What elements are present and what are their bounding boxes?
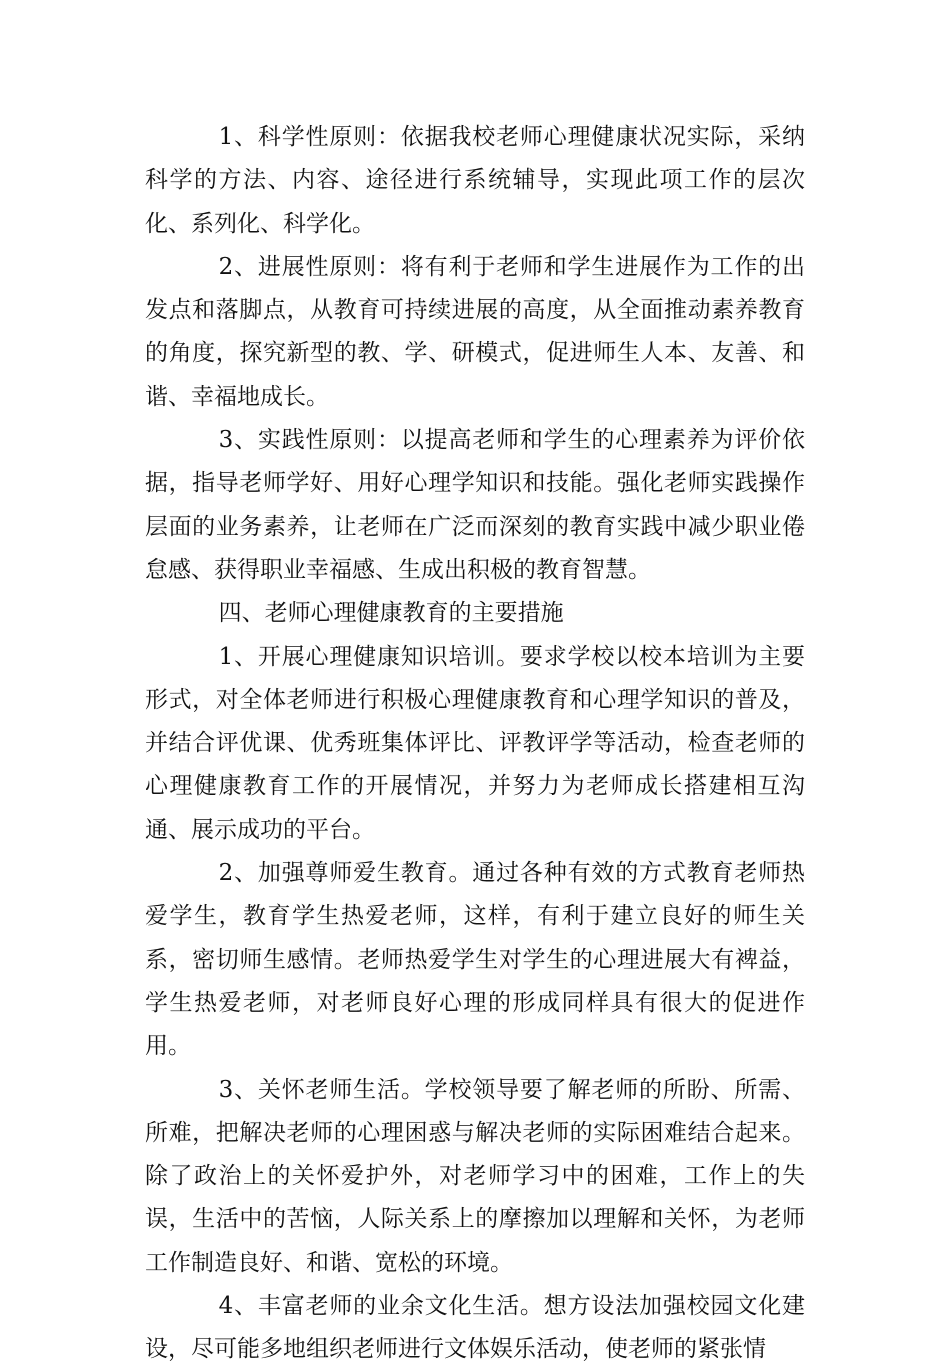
measure-care-paragraph: 3、关怀老师生活。学校领导要了解老师的所盼、所需、所难，把解决老师的心理困惑与解决老师的实际困难结合起来。除了政治上的关怀爱护外，对老师学习中的困难，工作上的失误，生活中的苦恼，人际关系上的摩擦加以理解和关怀，为老师工作制造良好、和谐、宽松的环境。 (145, 1076, 805, 1276)
measure-training-paragraph: 1、开展心理健康知识培训。要求学校以校本培训为主要形式，对全体老师进行积极心理健康教育和心理学知识的普及，并结合评优课、优秀班集体评比、评教评学等活动，检查老师的心理健康教育工作的开展情况，并努力为老师成长搭建相互沟通、展示成功的平台。 (145, 643, 805, 843)
principle-development-paragraph: 2、进展性原则：将有利于老师和学生进展作为工作的出发点和落脚点，从教育可持续进展的高度，从全面推动素养教育的角度，探究新型的教、学、研模式，促进师生人本、友善、和谐、幸福地成长。 (145, 253, 805, 410)
section-heading-measures: 四、老师心理健康教育的主要措施 (218, 600, 564, 627)
measure-culture-paragraph: 4、丰富老师的业余文化生活。想方设法加强校园文化建设，尽可能多地组织老师进行文体娱乐活动，使老师的紧张情 (145, 1293, 805, 1363)
principle-scientific-paragraph: 1、科学性原则：依据我校老师心理健康状况实际，采纳科学的方法、内容、途径进行系统辅导，实现此项工作的层次化、系列化、科学化。 (145, 124, 805, 237)
document-page (145, 116, 805, 1372)
measure-respect-paragraph: 2、加强尊师爱生教育。通过各种有效的方式教育老师热爱学生，教育学生热爱老师，这样，有利于建立良好的师生关系，密切师生感情。老师热爱学生对学生的心理进展大有裨益，学生热爱老师，对老师良好心理的形成同样具有很大的促进作用。 (145, 860, 805, 1060)
principle-practice-paragraph: 3、实践性原则：以提高老师和学生的心理素养为评价依据，指导老师学好、用好心理学知识和技能。强化老师实践操作层面的业务素养，让老师在广泛而深刻的教育实践中减少职业倦怠感、获得职业幸福感、生成出积极的教育智慧。 (145, 427, 805, 583)
